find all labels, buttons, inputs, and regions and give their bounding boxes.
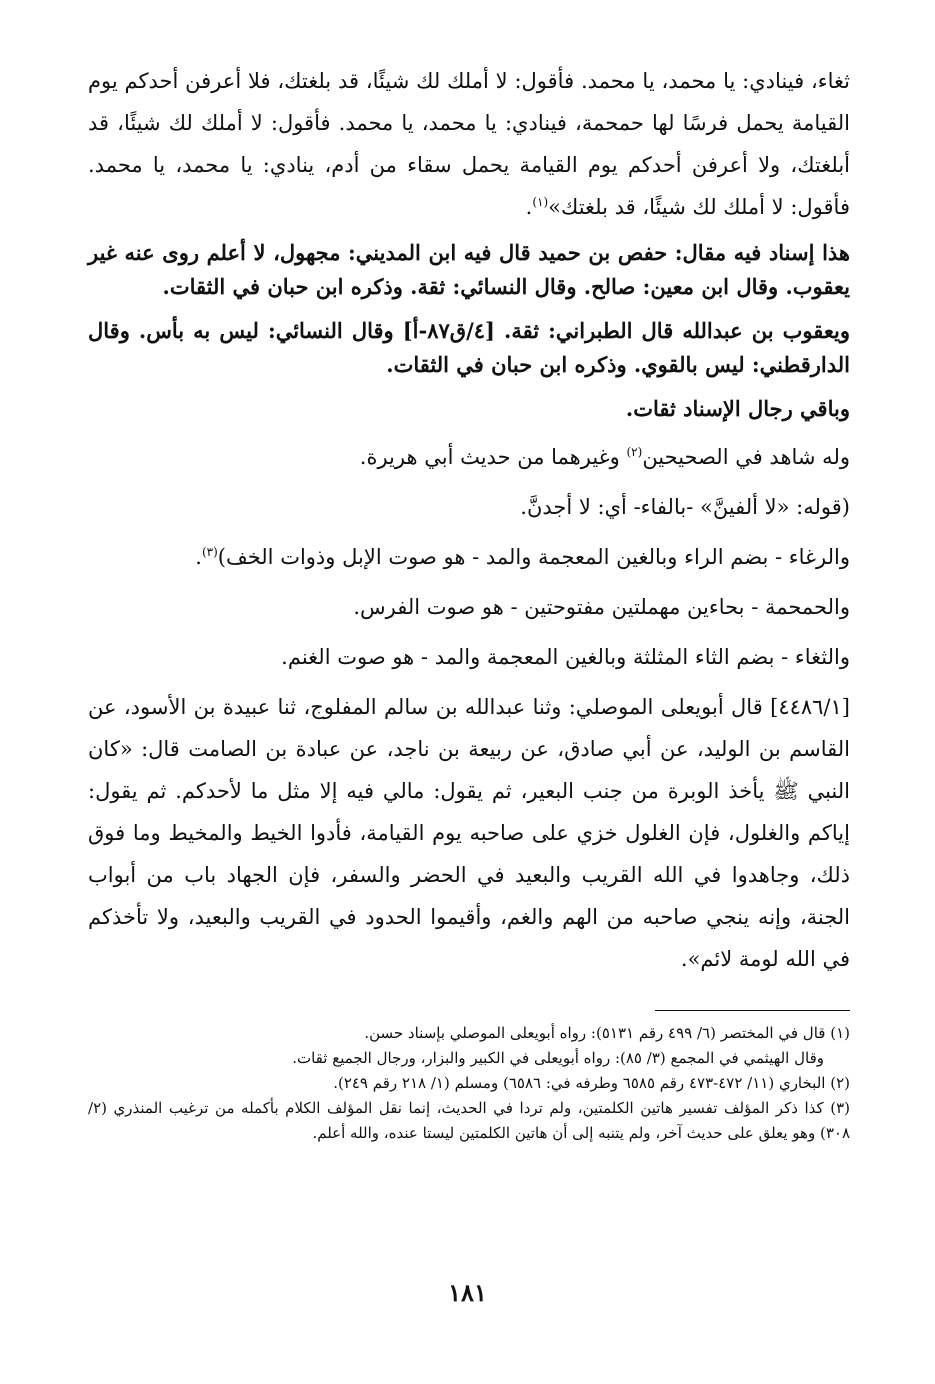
paragraph-1 [88, 60, 850, 228]
paragraph-text: وباقي رجال الإسناد ثقات. [625, 396, 850, 421]
paragraph-text: ويعقوب بن عبدالله قال الطبراني: ثقة. [٤/ق٨٧-أ] وقال النسائي: ليس به بأس. وقال الدارقطني: ليس بالقوي. وذكره ابن حبان في الثقات. [88, 318, 850, 377]
paragraph-tail: . [195, 545, 202, 569]
footnote-1-continuation: وقال الهيثمي في المجمع (٣/ ٨٥): رواه أبويعلى في الكبير والبزار، ورجال الجميع ثقات. [292, 1049, 824, 1067]
main-text [88, 60, 850, 980]
footnote-separator [655, 1010, 850, 1011]
paragraph-text: وله شاهد في الصحيحين [642, 445, 850, 469]
paragraph-3 [88, 314, 850, 382]
footnote-ref: (٢) [626, 445, 643, 459]
paragraph-5 [88, 436, 850, 478]
footnote-ref: (١) [532, 195, 549, 209]
footnote-2: (٢) البخاري (١١/ ٤٧٢-٤٧٣ رقم ٦٥٨٥ وطرفه في: ٦٥٨٦) ومسلم (١/ ٢١٨ رقم ٢٤٩). [333, 1074, 850, 1092]
paragraph-4 [88, 392, 850, 426]
paragraph-8 [88, 586, 850, 628]
paragraph-text: والحمحمة - بحاءين مهملتين مفتوحتين - هو صوت الفرس. [353, 595, 850, 619]
paragraph-7 [88, 536, 850, 578]
footnote-separator-wrap [88, 988, 850, 1021]
paragraph-text: ثغاء، فينادي: يا محمد، يا محمد. فأقول: لا أملك لك شيئًا، قد بلغتك، فلا أعرفن أحدكم يوم القيامة يحمل فرسًا لها حمحمة، فينادي: يا محمد، يا محمد. فأقول: لا أملك لك شيئًا، قد أبلغتك، ولا أعرفن أحدكم يوم القيامة يحمل سقاء من أدم، ينادي: يا محمد، يا محمد. فأقول: لا أملك لك شيئًا، قد بلغتك» [88, 69, 850, 219]
footnote-ref: (٣) [201, 545, 218, 559]
page-number: ١٨١ [448, 1278, 487, 1307]
paragraph-2 [88, 236, 850, 304]
footnotes [88, 1021, 850, 1146]
paragraph-text: والثغاء - بضم الثاء المثلثة وبالغين المعجمة والمد - هو صوت الغنم. [281, 645, 850, 669]
paragraph-tail: . [525, 195, 533, 219]
paragraph-text: والرغاء - بضم الراء وبالغين المعجمة والمد - هو صوت الإبل وذوات الخف) [217, 545, 850, 569]
paragraph-9 [88, 636, 850, 678]
paragraph-6 [88, 486, 850, 528]
paragraph-text: [٤٤٨٦/١] قال أبويعلى الموصلي: وثنا عبدالله بن سالم المفلوج، ثنا عبيدة بن الأسود، عن القاسم بن الوليد، عن أبي صادق، عن ربيعة بن ناجد، عن عبادة بن الصامت قال: «كان النبي ﷺ يأخذ الوبرة من جنب البعير، ثم يقول: مالي فيه إلا مثل ما لأحدكم. ثم يقول: إياكم والغلول، فإن الغلول خزي على صاحبه يوم القيامة، فأدوا الخيط والمخيط وما فوق ذلك، وجاهدوا في الله القريب والبعيد في الحضر والسفر، فإن الجهاد باب من أبواب الجنة، وإنه ينجي صاحبه من الهم والغم، وأقيموا الحدود في القريب والبعيد، ولا تأخذكم في الله لومة لائم». [88, 695, 850, 971]
paragraph-text: (قوله: «لا ألفينَّ» -بالفاء- أي: لا أجدنَّ. [520, 495, 850, 519]
paragraph-10 [88, 686, 850, 980]
footnote-3: (٣) كذا ذكر المؤلف تفسير هاتين الكلمتين، ولم تردا في الحديث، إنما نقل المؤلف الكلام بأكمله من ترغيب المنذري (٢/ ٣٠٨) وهو يعلق على حديث آخر، ولم يتنبه إلى أن هاتين الكلمتين ليستا عنده، والله أعلم. [88, 1099, 850, 1142]
footnote-1: (١) قال في المختصر (٦/ ٤٩٩ رقم ٥١٣١): رواه أبويعلى الموصلي بإسناد حسن. [364, 1024, 850, 1042]
paragraph-tail: وغيرهما من حديث أبي هريرة. [359, 445, 627, 469]
paragraph-text: هذا إسناد فيه مقال: حفص بن حميد قال فيه ابن المديني: مجهول، لا أعلم روى عنه غير يعقوب. وقال ابن معين: صالح. وقال النسائي: ثقة. وذكره ابن حبان في الثقات. [88, 240, 850, 299]
